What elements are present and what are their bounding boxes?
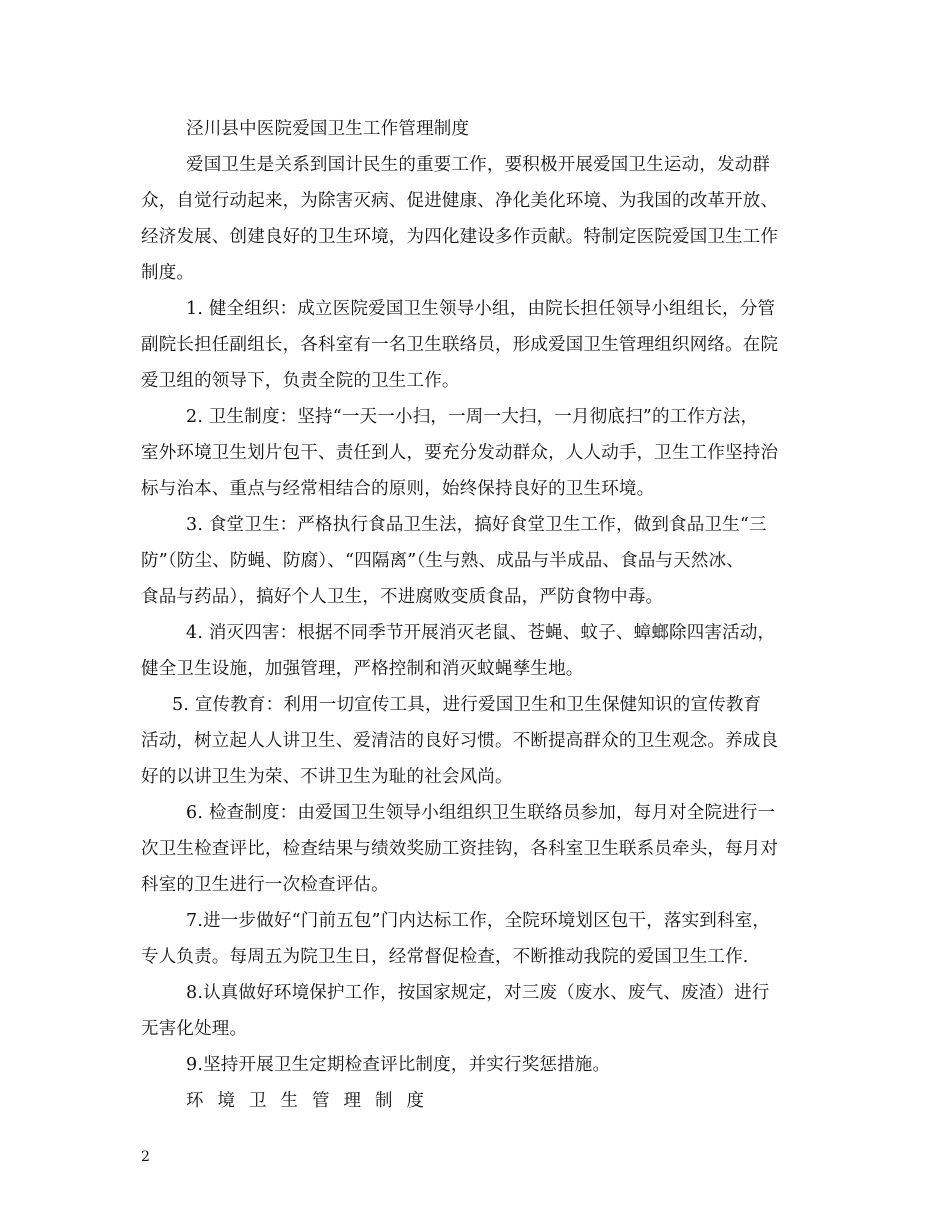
- item-3-line: 3. 食堂卫生：严格执行食品卫生法，搞好食堂卫生工作，做到食品卫生“三: [186, 515, 767, 535]
- item-3-line: 食品与药品），搞好个人卫生，不进腐败变质食品，严防食物中毒。: [141, 587, 664, 607]
- item-4-line: 4. 消灭四害：根据不同季节开展消灭老鼠、苍蝇、蚊子、蟑螂除四害活动，: [186, 623, 776, 643]
- item-2-line: 室外环境卫生划片包干、责任到人，要充分发动群众，人人动手，卫生工作坚持治: [141, 443, 779, 463]
- intro-line: 爱国卫生是关系到国计民生的重要工作，要积极开展爱国卫生运动，发动群: [186, 155, 771, 175]
- intro-line: 经济发展、创建良好的卫生环境，为四化建设多作贡献。特制定医院爱国卫生工作: [141, 227, 779, 247]
- item-3-line: 防”（防尘、防蝇、防腐）、“四隔离”（生与熟、成品与半成品、食品与天然冰、: [141, 551, 744, 571]
- item-9-line: 9.坚持开展卫生定期检查评比制度，并实行奖惩措施。: [186, 1055, 611, 1075]
- item-5-line: 活动，树立起人人讲卫生、爱清洁的良好习惯。不断提高群众的卫生观念。养成良: [141, 731, 779, 751]
- next-section-heading: 环境卫生管理制度: [186, 1091, 438, 1111]
- intro-line: 众，自觉行动起来，为除害灭病、促进健康、净化美化环境、为我国的改革开放、: [141, 191, 779, 211]
- item-7-line: 7.进一步做好“门前五包”门内达标工作，全院环境划区包干，落实到科室，: [186, 911, 771, 931]
- page-number: 2: [141, 1149, 150, 1165]
- item-1-line: 爱卫组的领导下，负责全院的卫生工作。: [141, 371, 460, 391]
- item-5-line: 好的以讲卫生为荣、不讲卫生为耻的社会风尚。: [141, 767, 513, 787]
- item-1-line: 1. 健全组织：成立医院爱国卫生领导小组，由院长担任领导小组组长，分管: [186, 299, 776, 319]
- item-4-line: 健全卫生设施，加强管理，严格控制和消灭蚊蝇孳生地。: [141, 659, 584, 679]
- item-6-line: 科室的卫生进行一次检查评估。: [141, 875, 389, 895]
- item-5-line: 5. 宣传教育：利用一切宣传工具，进行爱国卫生和卫生保健知识的宣传教育: [172, 695, 762, 715]
- item-8-line: 无害化处理。: [141, 1019, 248, 1039]
- item-6-line: 6. 检查制度：由爱国卫生领导小组组织卫生联络员参加，每月对全院进行一: [186, 803, 776, 823]
- item-1-line: 副院长担任副组长，各科室有一名卫生联络员，形成爱国卫生管理组织网络。在院: [141, 335, 779, 355]
- item-6-line: 次卫生检查评比，检查结果与绩效奖励工资挂钩，各科室卫生联系员牵头，每月对: [141, 839, 779, 859]
- item-7-line: 专人负责。每周五为院卫生日，经常督促检查，不断推动我院的爱国卫生工作.: [141, 947, 749, 967]
- document-title: 泾川县中医院爱国卫生工作管理制度: [186, 119, 470, 139]
- item-2-line: 标与治本、重点与经常相结合的原则，始终保持良好的卫生环境。: [141, 479, 655, 499]
- item-2-line: 2. 卫生制度：坚持“一天一小扫，一周一大扫，一月彻底扫”的工作方法，: [186, 407, 759, 427]
- item-8-line: 8.认真做好环境保护工作，按国家规定，对三废（废水、废气、废渣）进行: [186, 983, 770, 1003]
- intro-line: 制度。: [141, 263, 195, 283]
